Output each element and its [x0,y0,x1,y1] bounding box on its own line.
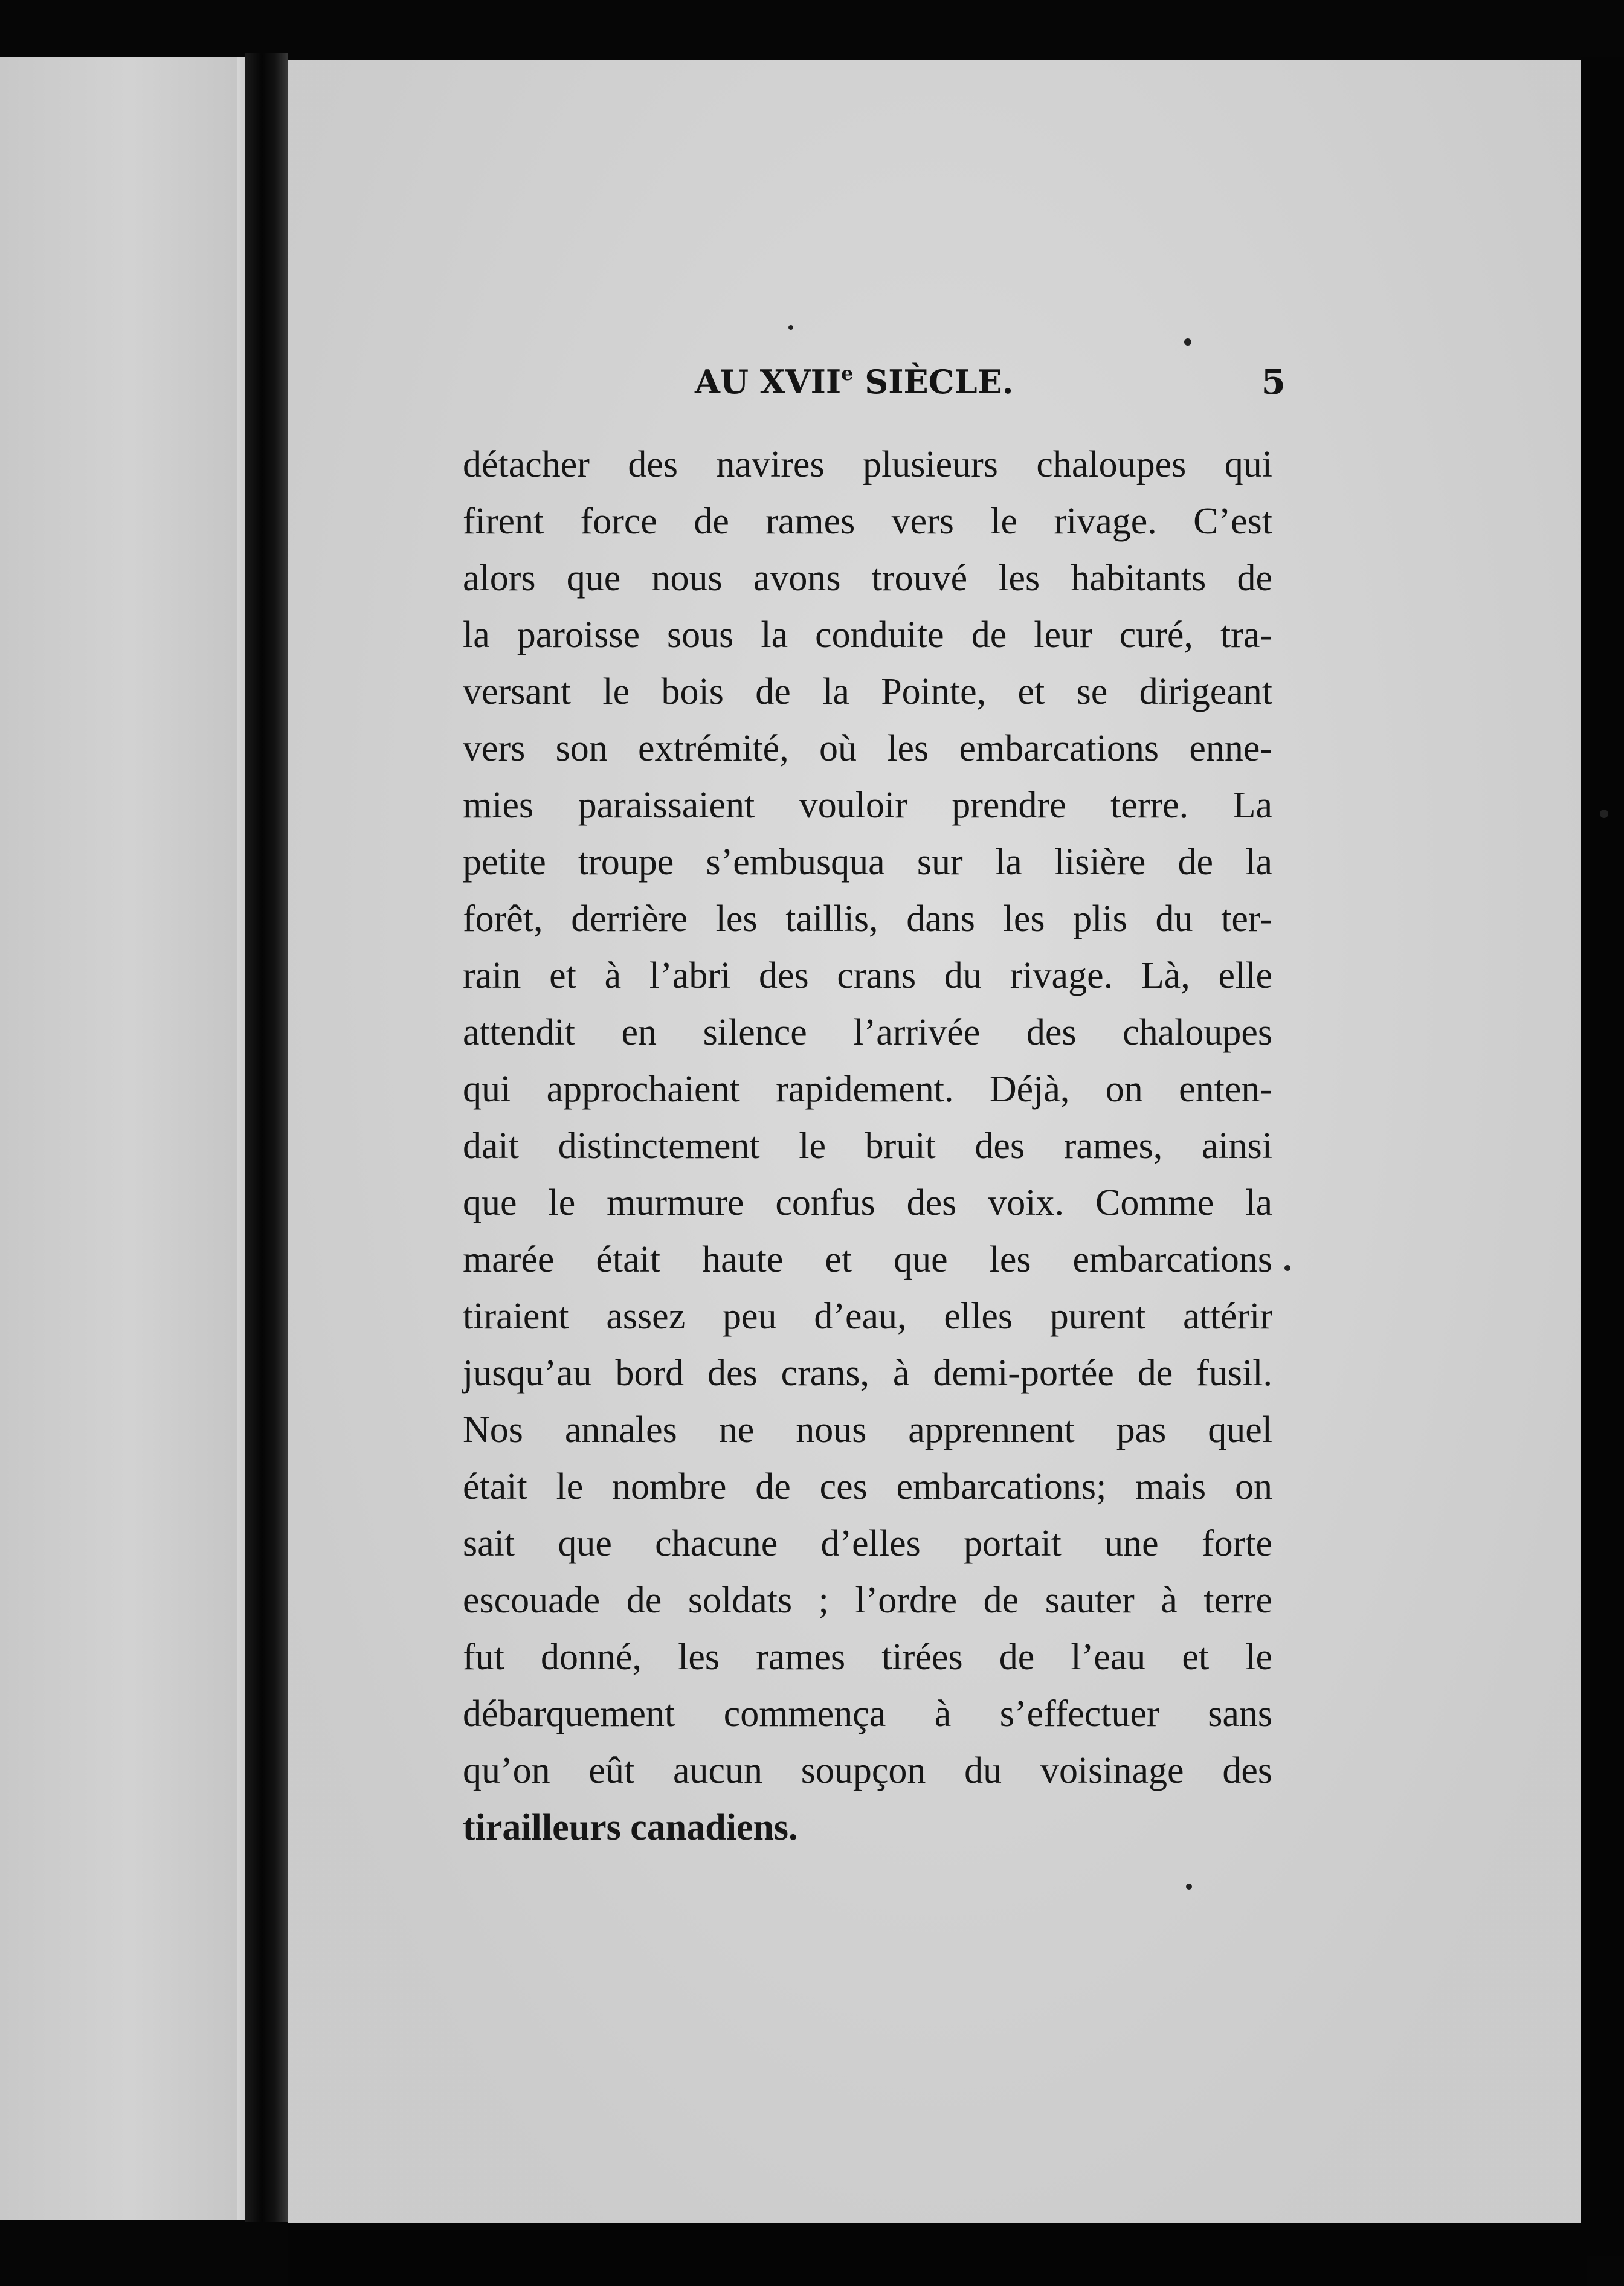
running-head-superscript: e [841,362,854,385]
running-head [695,358,1033,406]
text-line: qui approchaient rapidement. Déjà, on enten- [463,1069,1272,1110]
text-line: la paroisse sous la conduite de leur curé, tra- [463,614,1272,655]
text-line: était le nombre de ces embarcations; mais on [463,1466,1272,1507]
page-number: 5 [1261,361,1286,402]
text-line: qu’on eût aucun soupçon du voisinage des [463,1750,1272,1791]
text-line: Nos annales ne nous apprennent pas quel [463,1409,1272,1450]
right-scan-border [1581,57,1624,2256]
book-gutter [245,53,288,2222]
text-line: attendit en silence l’arrivée des chaloupes [463,1012,1272,1053]
text-line: petite troupe s’embusqua sur la lisière de la [463,842,1272,883]
text-line: mies paraissaient vouloir prendre terre. La [463,785,1272,826]
left-page-edge [0,57,237,2220]
text-line: sait que chacune d’elles portait une forte [463,1523,1272,1564]
text-line: dait distinctement le bruit des rames, ainsi [463,1125,1272,1167]
scan-speck [1184,338,1191,346]
text-line-last: tirailleurs canadiens. [463,1807,798,1848]
text-line: débarquement commença à s’effectuer sans [463,1693,1272,1734]
text-line: tiraient assez peu d’eau, elles purent attérir [463,1296,1272,1337]
text-line: marée était haute et que les embarcations [463,1239,1272,1280]
text-line: que le murmure confus des voix. Comme la [463,1182,1272,1223]
running-head-title: AU XVII [695,362,842,401]
scan-speck [788,325,793,330]
body-text [463,436,1272,1856]
text-line: alors que nous avons trouvé les habitants de [463,558,1272,599]
text-line: versant le bois de la Pointe, et se dirigeant [463,671,1272,712]
scan-speck [1284,1265,1290,1271]
text-line: escouade de soldats ; l’ordre de sauter à terre [463,1580,1272,1621]
text-line: firent force de rames vers le rivage. C’est [463,501,1272,542]
text-line: rain et à l’abri des crans du rivage. Là, elle [463,955,1272,996]
text-line: vers son extrémité, où les embarcations enne- [463,728,1272,769]
text-line: jusqu’au bord des crans, à demi-portée de fusil. [463,1353,1272,1394]
text-line: forêt, derrière les taillis, dans les plis du ter- [463,898,1272,939]
scan-speck [1186,1884,1192,1890]
running-head-title-end: SIÈCLE. [853,362,1014,401]
bottom-scan-border [288,2223,1587,2286]
text-line: détacher des navires plusieurs chaloupes qui [463,444,1272,485]
scan-speck [1600,810,1608,818]
text-line: fut donné, les rames tirées de l’eau et le [463,1637,1272,1678]
